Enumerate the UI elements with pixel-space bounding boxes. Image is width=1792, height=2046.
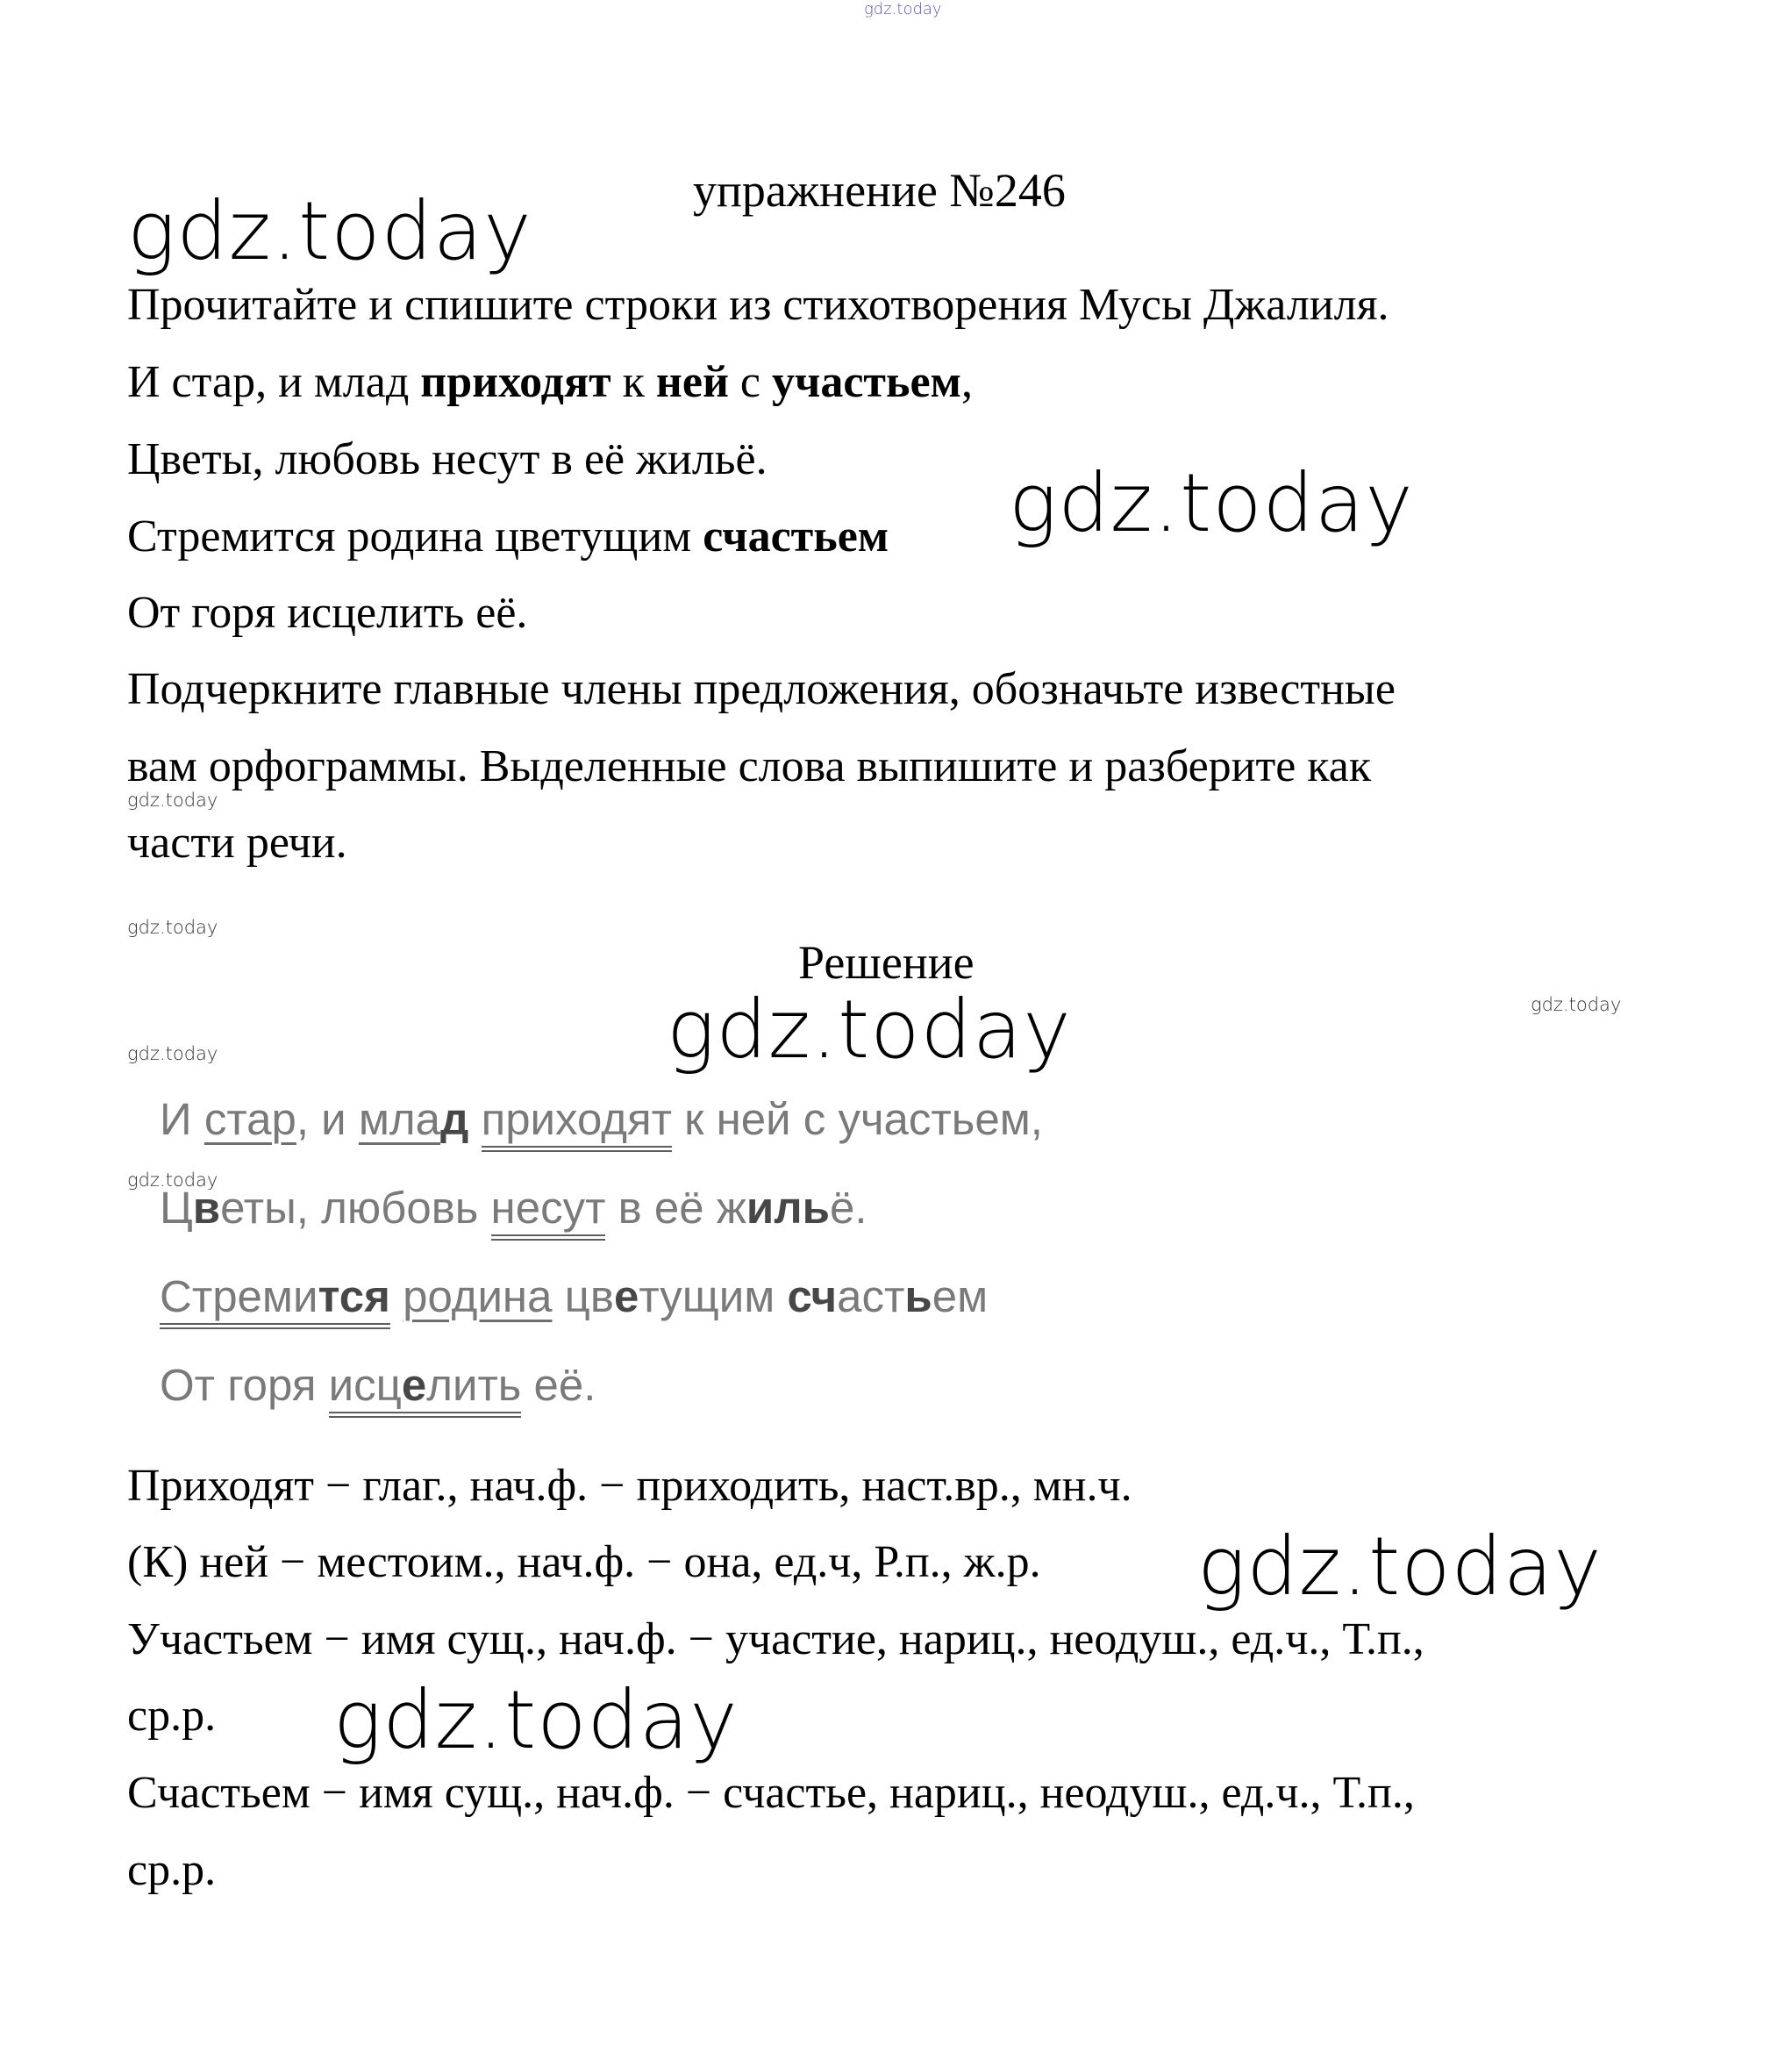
solution-poem-line-3: Стремится родина цветущим счастьем	[160, 1274, 988, 1319]
analysis-line: (К) ней − местоим., нач.ф. − она, ед.ч, Р.п., ж.р.	[127, 1537, 1041, 1587]
solution-poem-line-4: От горя исцелить её.	[160, 1363, 596, 1407]
watermark-small: gdz.today	[127, 1170, 218, 1191]
verse-line-1: И стар, и млад приходят к ней с участьем,	[127, 357, 973, 407]
exercise-title: упражнение №246	[693, 164, 1066, 217]
analysis-line: ср.р.	[127, 1691, 217, 1741]
analysis-line: Счастьем − имя сущ., нач.ф. − счастье, нариц., неодуш., ед.ч., Т.п.,	[127, 1768, 1415, 1818]
watermark-large: gdz.today	[1009, 456, 1414, 550]
task-text-line-3: части речи.	[127, 818, 347, 868]
task-text-line-2: вам орфограммы. Выделенные слова выпишите и разберите как	[127, 741, 1372, 791]
analysis-line: ср.р.	[127, 1845, 217, 1895]
watermark-small: gdz.today	[127, 1043, 218, 1064]
watermark-small: gdz.today	[1531, 994, 1622, 1015]
verse-line-4: От горя исцелить её.	[127, 588, 528, 638]
solution-poem-line-2: Цветы, любовь несут в её жильё.	[160, 1185, 867, 1230]
analysis-line: Приходят − глаг., нач.ф. − приходить, наст.вр., мн.ч.	[127, 1461, 1132, 1511]
solution-poem-line-1: И стар, и млад приходят к ней с участьем,	[160, 1097, 1043, 1141]
solution-title: Решение	[798, 936, 975, 989]
verse-line-3: Стремится родина цветущим счастьем	[127, 512, 889, 562]
watermark-top: gdz.today	[864, 0, 942, 18]
verse-line-2: Цветы, любовь несут в её жильё.	[127, 434, 767, 484]
task-text-line-1: Подчеркните главные члены предложения, обозначьте известные	[127, 664, 1396, 714]
instruction-text: Прочитайте и спишите строки из стихотворения Мусы Джалиля.	[127, 280, 1389, 330]
watermark-large: gdz.today	[333, 1673, 739, 1767]
analysis-line: Участьем − имя сущ., нач.ф. − участие, нариц., неодуш., ед.ч., Т.п.,	[127, 1614, 1424, 1664]
watermark-small: gdz.today	[127, 790, 218, 811]
watermark-large: gdz.today	[127, 184, 532, 278]
watermark-small: gdz.today	[127, 917, 218, 938]
watermark-large: gdz.today	[1197, 1520, 1603, 1613]
watermark-large: gdz.today	[667, 983, 1072, 1077]
